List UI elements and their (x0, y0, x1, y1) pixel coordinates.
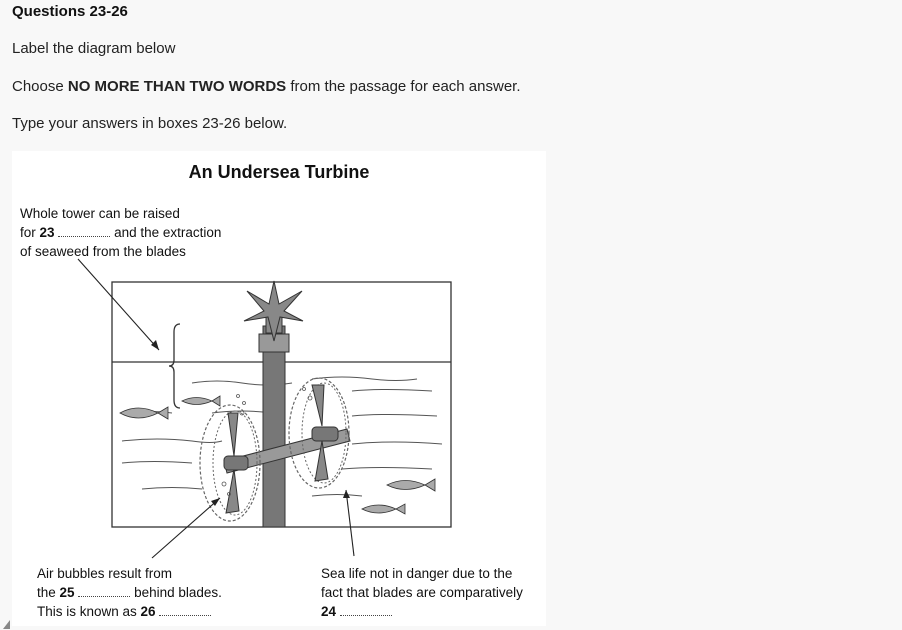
label-24 (321, 564, 523, 621)
turbine-tower (263, 326, 285, 527)
turbine-diagram (12, 151, 546, 626)
blank-23 (58, 227, 110, 237)
label-25-prefix: the (37, 585, 60, 600)
label-23-suffix: and the extraction (110, 225, 222, 240)
label-23-line3: of seaweed from the blades (20, 244, 186, 259)
label-26-prefix: This is known as (37, 604, 141, 619)
blank-25 (78, 587, 130, 597)
label-24-line3 (321, 602, 523, 621)
instruction-word-limit (12, 78, 521, 95)
diagram-title: An Undersea Turbine (188, 162, 370, 182)
label-26-line (37, 602, 222, 621)
label-25-line1: Air bubbles result from (37, 566, 173, 581)
label-25-suffix: behind blades. (130, 585, 222, 600)
label-25-26 (37, 564, 222, 621)
question-23-number: 23 (39, 225, 55, 240)
question-25-number: 25 (59, 585, 75, 600)
instruction-label: Label the diagram below (12, 40, 176, 57)
question-24-number: 24 (321, 604, 337, 619)
label-23-line2 (20, 223, 221, 242)
label-25-line2 (37, 583, 222, 602)
instruction-prefix: Choose (12, 78, 68, 95)
blank-24 (340, 606, 392, 616)
questions-heading: Questions 23-26 (12, 3, 128, 20)
question-26-number: 26 (140, 604, 156, 619)
resize-corner-icon (3, 620, 10, 629)
instruction-suffix: from the passage for each answer. (286, 78, 521, 95)
blank-26 (159, 606, 211, 616)
label-23 (20, 204, 221, 261)
instruction-type-answers: Type your answers in boxes 23-26 below. (12, 115, 288, 132)
label-24-line2: fact that blades are comparatively (321, 585, 523, 600)
label-24-line1: Sea life not in danger due to the (321, 566, 513, 581)
label-23-line1: Whole tower can be raised (20, 206, 180, 221)
label-23-prefix: for (20, 225, 40, 240)
instruction-bold: NO MORE THAN TWO WORDS (67, 78, 287, 95)
